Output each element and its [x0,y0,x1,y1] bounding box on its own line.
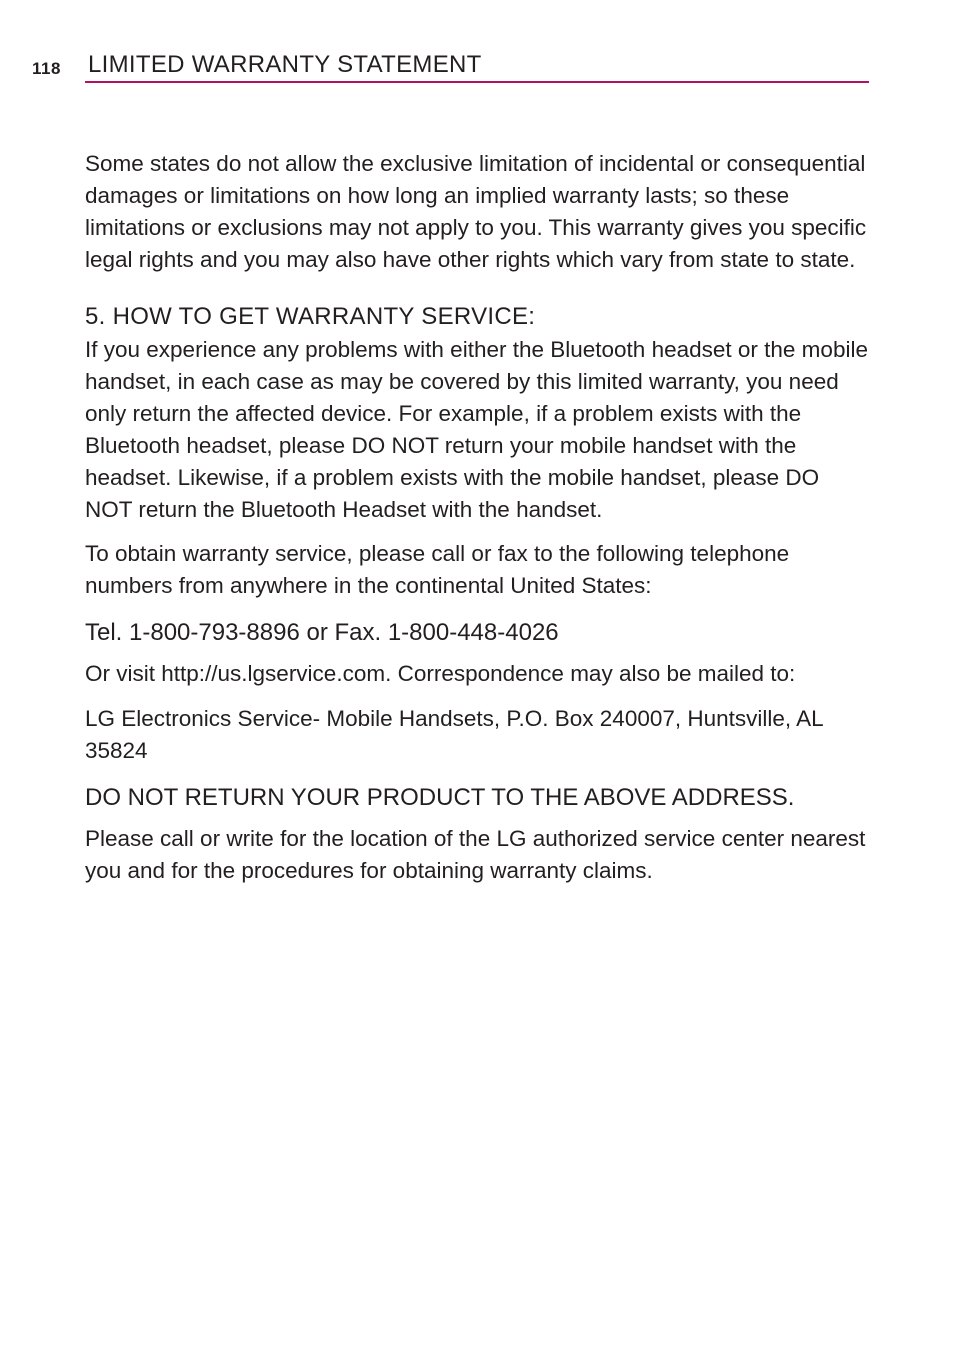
closing-paragraph: Please call or write for the location of the LG authorized service center nearest you and for the procedures for obtaining warranty claims. [85,826,866,883]
phone-fax-line: Tel. 1-800-793-8896 or Fax. 1-800-448-4026 [85,619,559,646]
page-content [85,148,870,887]
intro-paragraph: Some states do not allow the exclusive limitation of incidental or consequential damages or limitations on how long an implied warranty lasts; so these limitations or exclusions may not apply to you. This warranty gives you specific legal rights and you may also have other rights which vary from state to state. [85,151,867,272]
visit-paragraph: Or visit http://us.lgservice.com. Correspondence may also be mailed to: [85,661,796,686]
obtain-paragraph: To obtain warranty service, please call or fax to the following telephone numbers from anywhere in the continental United States: [85,541,790,598]
warning-heading: DO NOT RETURN YOUR PRODUCT TO THE ABOVE ADDRESS. [85,784,795,811]
page-title: LIMITED WARRANTY STATEMENT [88,51,482,78]
page-number: 118 [32,59,61,78]
service-paragraph: If you experience any problems with either the Bluetooth headset or the mobile handset, in each case as may be covered by this limited warranty, you need only return the affected device. For example, if a problem exists with the Bluetooth headset, please DO NOT return your mobile handset with the headset. Likewise, if a problem exists with the mobile handset, please DO NOT return the Bluetooth Headset with the handset. [85,337,868,522]
mailing-address: LG Electronics Service- Mobile Handsets, P.O. Box 240007, Huntsville, AL 35824 [85,706,823,763]
page-header [85,49,869,83]
section-heading: 5. HOW TO GET WARRANTY SERVICE: [85,303,536,330]
